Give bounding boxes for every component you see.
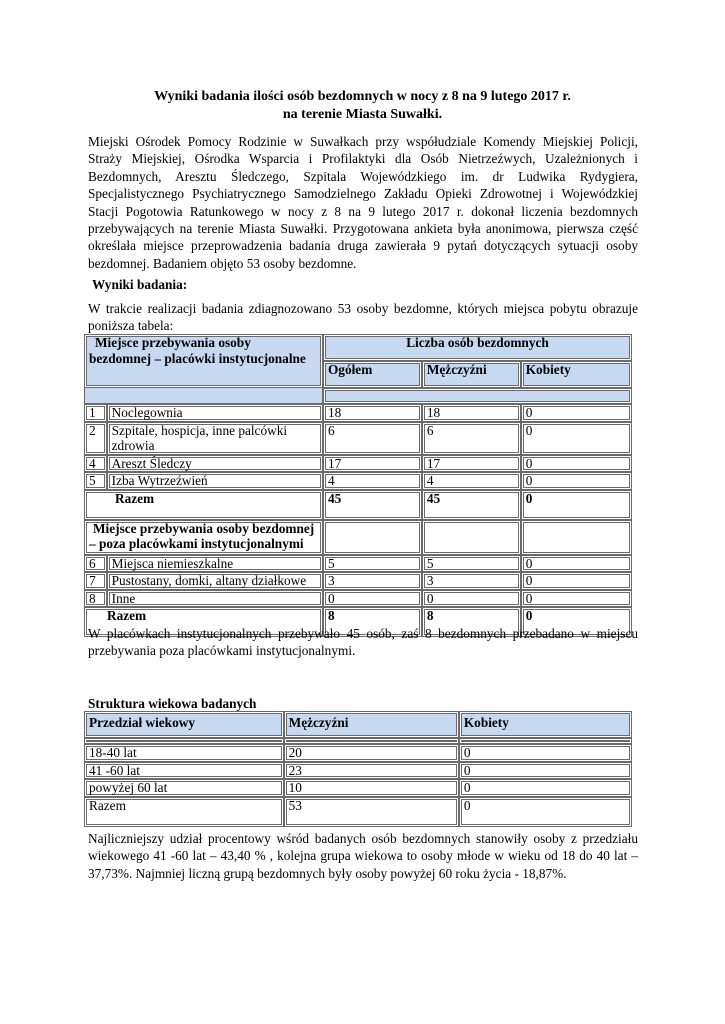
spacer-cell (323, 388, 632, 404)
age-men: 20 (284, 744, 459, 762)
row-place: Noclegownia (107, 404, 323, 422)
age-women: 0 (459, 797, 632, 827)
row-total: 3 (323, 572, 422, 590)
intro-line: określała miejsce przeprowadzenia badania druga zawierała 9 pytań dotyczących sytuacji osoby (88, 238, 638, 254)
age-range: Razem (84, 797, 284, 827)
intro-line: bezdomnej. Badaniem objęto 53 osoby bezdomne. (88, 255, 357, 271)
empty-cell (422, 520, 521, 555)
document-title-line-1: Wyniki badania ilości osób bezdomnych w nocy z 8 na 9 lutego 2017 r. (154, 89, 571, 104)
row-number: 2 (84, 422, 107, 455)
row-total: 18 (323, 404, 422, 422)
age-structure-heading: Struktura wiekowa badanych (88, 696, 257, 711)
header-women: Kobiety (459, 711, 632, 738)
row-total: 5 (323, 555, 422, 573)
header-count-cell: Liczba osób bezdomnych (323, 334, 632, 361)
age-men: 23 (284, 762, 459, 780)
table-row (84, 404, 632, 422)
after-table-line: przebywania poza placówkami instytucjonalnymi. (88, 643, 356, 659)
header-age-range: Przedział wiekowy (84, 711, 284, 738)
age-women: 0 (459, 744, 632, 762)
sum-women: 0 (521, 607, 632, 637)
results-intro-line: W trakcie realizacji badania zdiagnozowano 53 osoby bezdomne, których miejsca pobytu obrazuje (88, 301, 638, 316)
header-outside-line-1: Miejsce przebywania osoby bezdomnej (93, 520, 315, 536)
conclusion-line: wiekowego 41 -60 lat – 43,40 % , kolejna grupa wiekowa to osoby młode w wieku od 18 do 40 lat – (88, 848, 638, 864)
row-men: 5 (422, 555, 521, 573)
intro-line: Specjalistycznego Psychiatrycznego Samodzielnego Zakładu Opieki Zdrowotnej i Wojewódzkiej (88, 186, 638, 202)
header-place-line-2: bezdomnej – placówki instytucjonalne (89, 350, 306, 366)
spacer-cell (84, 388, 323, 404)
row-place: Szpitale, hospicja, inne palcówki zdrowia (107, 422, 323, 455)
intro-line: Straży Miejskiej, Ośrodka Wsparcia i Profilaktyki dla Osób Nietrzeźwych, Uzależnionych i (88, 151, 638, 167)
table-spacer-row (84, 388, 632, 404)
row-number: 6 (84, 555, 107, 573)
intro-line: przebywających na terenie Miasta Suwałki. Przygotowana ankieta była anonimowa, pierwsza część (88, 221, 638, 237)
header-men: Mężczyźni (422, 361, 521, 388)
row-men: 4 (422, 472, 521, 490)
intro-line: Miejski Ośrodek Pomocy Rodzinie w Suwałkach przy współudziale Komendy Miejskiej Policji, (88, 134, 638, 149)
empty-cell (323, 520, 422, 555)
header-men: Mężczyźni (284, 711, 459, 738)
header-women: Kobiety (521, 361, 632, 388)
age-range: 18-40 lat (84, 744, 284, 762)
header-place-cell (84, 334, 323, 388)
row-men: 0 (422, 590, 521, 608)
sum-men: 8 (422, 607, 521, 637)
conclusion-paragraph (88, 830, 638, 882)
header-outside-line-2: – poza placówkami instytucjonalnymi (89, 536, 304, 551)
age-men: 10 (284, 779, 459, 797)
row-men: 18 (422, 404, 521, 422)
row-number: 1 (84, 404, 107, 422)
table-section-header-row (84, 520, 632, 555)
row-number: 4 (84, 455, 107, 473)
sum-label: Razem (84, 490, 323, 520)
table-row (84, 422, 632, 455)
intro-line: Bezdomnych, Aresztu Śledczego, Szpitala Wojewódzkiego im. dr Ludwika Rydygiera, (88, 168, 638, 184)
table-sum-row (84, 490, 632, 520)
intro-line: Stacji Pogotowia Ratunkowego w nocy z 8 na 9 lutego 2017 r. dokonał liczenia bezdomnych (88, 203, 638, 219)
row-number: 7 (84, 572, 107, 590)
row-total: 17 (323, 455, 422, 473)
row-number: 5 (84, 472, 107, 490)
row-men: 6 (422, 422, 521, 455)
sum-women: 0 (521, 490, 632, 520)
sum-total: 45 (323, 490, 422, 520)
header-outside-cell (84, 520, 323, 555)
header-place-line-1: Miejsce przebywania osoby (95, 335, 251, 350)
sum-men: 45 (422, 490, 521, 520)
row-women: 0 (521, 555, 632, 573)
age-range: 41 -60 lat (84, 762, 284, 780)
after-table-paragraph (88, 625, 638, 660)
row-women: 0 (521, 422, 632, 455)
results-intro-line: poniższa tabela: (88, 318, 174, 334)
results-intro-paragraph (88, 300, 638, 335)
table-row (84, 455, 632, 473)
sum-total: 8 (323, 607, 422, 637)
table-row (84, 590, 632, 608)
row-women: 0 (521, 572, 632, 590)
table-row (84, 779, 632, 797)
conclusion-line: Najliczniejszy udział procentowy wśród badanych osób bezdomnych stanowiły osoby z przedziału (88, 831, 638, 846)
age-men: 53 (284, 797, 459, 827)
row-men: 3 (422, 572, 521, 590)
after-table-line: W placówkach instytucjonalnych przebywało 45 osób, zaś 8 bezdomnych przebadano w miejscu (88, 626, 638, 641)
row-place: Izba Wytrzeźwień (107, 472, 323, 490)
table-row (84, 555, 632, 573)
row-place: Miejsca niemieszkalne (107, 555, 323, 573)
table-row (84, 572, 632, 590)
age-range: powyżej 60 lat (84, 779, 284, 797)
age-structure-table (84, 711, 632, 827)
row-women: 0 (521, 590, 632, 608)
age-women: 0 (459, 779, 632, 797)
row-total: 4 (323, 472, 422, 490)
row-women: 0 (521, 404, 632, 422)
row-place: Pustostany, domki, altany działkowe (107, 572, 323, 590)
table-row (84, 762, 632, 780)
intro-paragraph (88, 133, 638, 272)
homeless-location-table (84, 334, 632, 637)
row-total: 0 (323, 590, 422, 608)
row-total: 6 (323, 422, 422, 455)
row-women: 0 (521, 472, 632, 490)
header-total: Ogółem (323, 361, 422, 388)
table-header-row (84, 711, 632, 738)
row-women: 0 (521, 455, 632, 473)
table-sum-row (84, 797, 632, 827)
row-place: Inne (107, 590, 323, 608)
row-men: 17 (422, 455, 521, 473)
sum-label: Razem (84, 607, 323, 637)
table-header-row (84, 334, 632, 361)
table-row (84, 472, 632, 490)
conclusion-line: 37,73%. Najmniej liczną grupą bezdomnych były osoby powyżej 60 roku życia - 18,87%. (88, 865, 567, 881)
document-title-line-2: na terenie Miasta Suwałki. (282, 107, 443, 122)
row-number: 8 (84, 590, 107, 608)
results-heading: Wyniki badania: (92, 277, 188, 292)
empty-cell (521, 520, 632, 555)
table-row (84, 744, 632, 762)
row-place: Areszt Śledczy (107, 455, 323, 473)
age-women: 0 (459, 762, 632, 780)
